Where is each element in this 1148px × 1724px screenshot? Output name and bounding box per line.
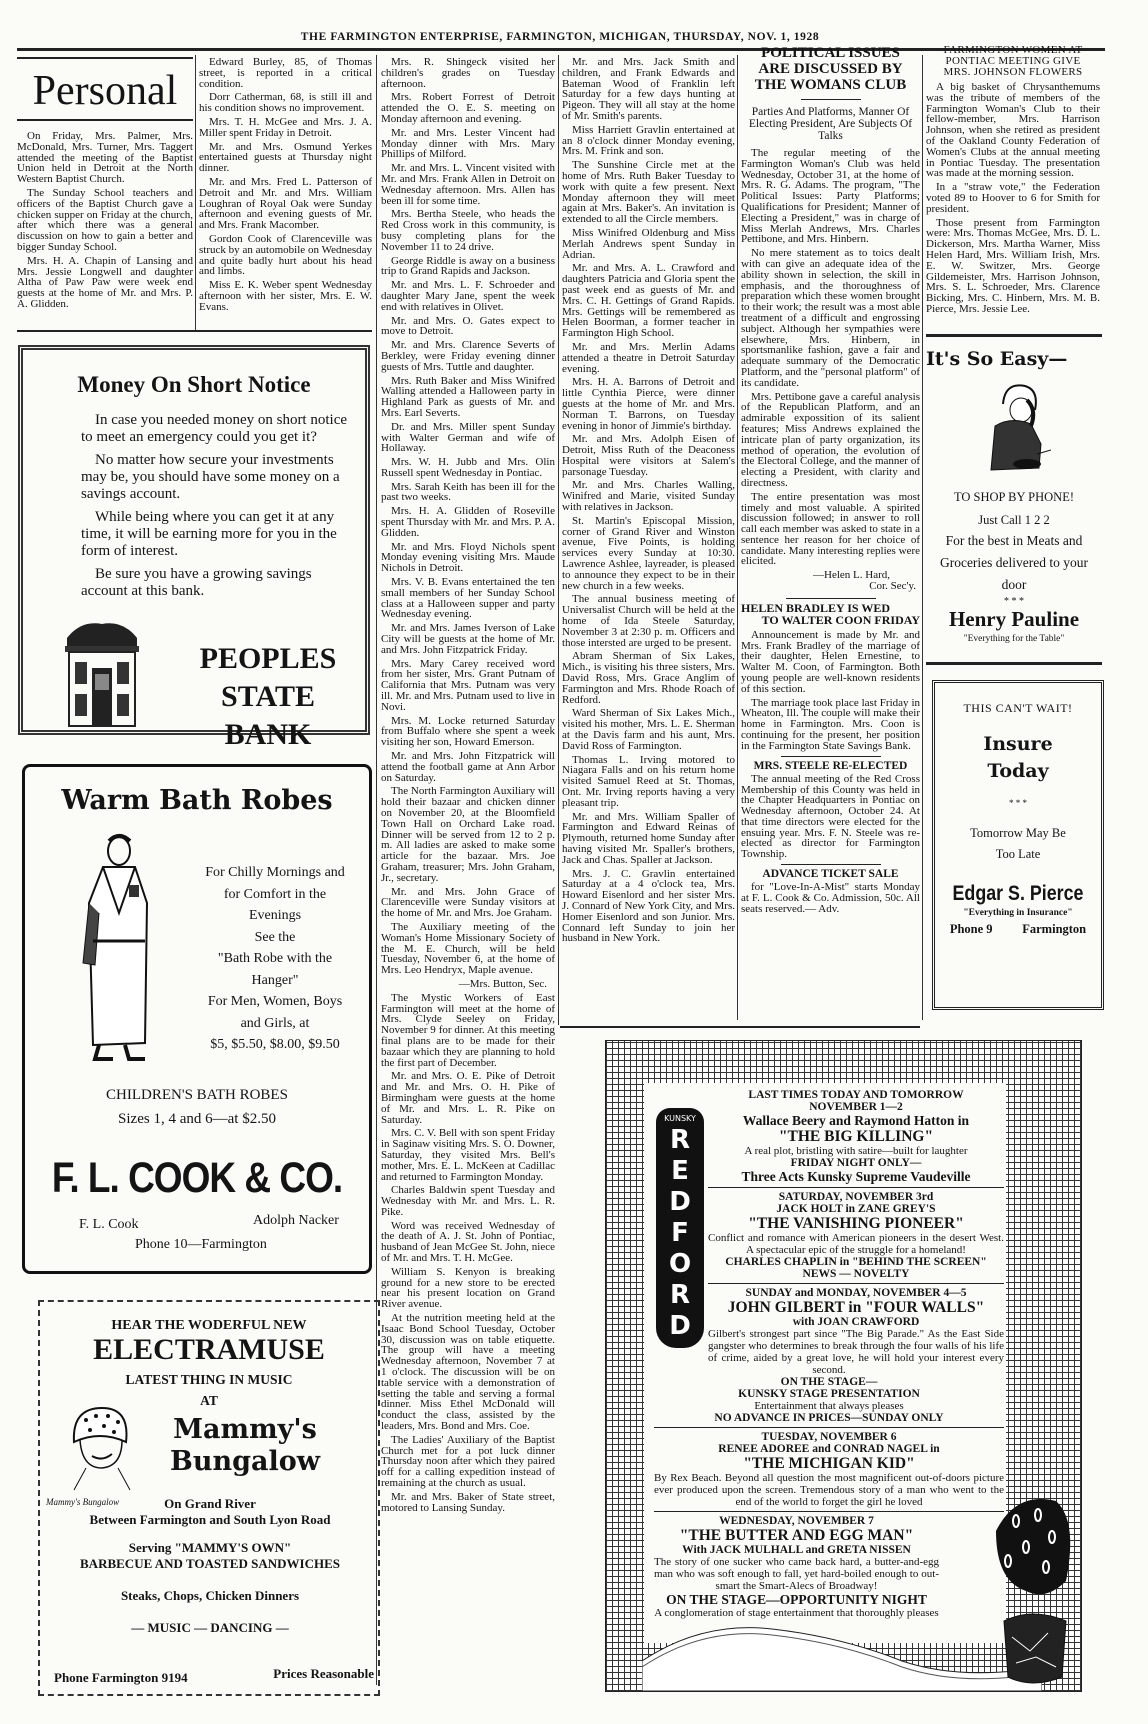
section-rule	[926, 334, 1102, 337]
news-item: Mrs. W. H. Jubb and Mrs. Olin Russell spent Wednesday in Pontiac.	[381, 456, 555, 479]
ad-line: "Bath Robe with the	[217, 951, 333, 966]
owner-right: Adolph Nacker	[253, 1213, 339, 1228]
news-item: Mr. and Mrs. John Fitzpatrick will attend the football game at Ann Arbor on Saturday.	[381, 750, 555, 784]
news-item: Miss E. K. Weber spent Wednesday afternoon with her sister, Mrs. E. W. Evans.	[199, 279, 372, 313]
news-item: The North Farmington Auxiliary will hold their bazaar and chicken dinner on November 20, at the Bloomfield Town Hall on Orchard Lake road. Dinner will be served from 12 to 2 p. m. All ladies are asked to make some article for the bazaar. Mrs. Joe Graham, treasurer; Mrs. John Graham, Jr., secretary.	[381, 785, 555, 884]
ad-line: See the	[254, 929, 296, 945]
ad-line: For Chilly Mornings and	[205, 865, 345, 880]
news-item: Mr. and Mrs. William Spaller of Farmington and Edward Reinas of Plymouth, returned home Sunday after having visited Mr. Spaller's brothers, Jack and Chas. Spaller at Jackson.	[562, 810, 735, 866]
ad-paragraph: Be sure you have a growing savings account at this bank.	[81, 566, 312, 599]
signature-title: Cor. Sec'y.	[869, 580, 916, 593]
article-paragraph: The entire presentation was most timely and most valuable. A spirited discussion followed; in answer to roll call each member was asked to state in a sentence her reason for her choice of candidate. Many interesting replies were elicited.	[741, 490, 920, 568]
section-rule	[926, 662, 1102, 665]
bank-name: PEOPLES STATE	[199, 642, 337, 713]
local-news-column-2	[199, 57, 372, 327]
bath-robe-ad	[22, 764, 372, 1274]
music-ad-line: LATEST THING IN MUSIC	[125, 1372, 293, 1387]
sign-top-text: KUNSKY	[664, 1114, 696, 1123]
news-item: Mrs. V. B. Evans entertained the ten small members of her Sunday School class at a Halloween supper and party Wednesday evening.	[381, 576, 555, 621]
children-robes-title: CHILDREN'S BATH ROBES	[106, 1087, 288, 1103]
bank-ad	[18, 345, 370, 751]
redford-theater-ad	[605, 1040, 1082, 1692]
serving-line2: BARBECUE AND TOASTED SANDWICHES	[80, 1556, 340, 1571]
news-item: Mrs. C. V. Bell with son spent Friday in Saginaw visiting Mrs. S. O. Downer, Saturday, they visited Mrs. Bell's mother, Mrs. E. L. McKeen at Cadillac and returned to Farmington Monday.	[381, 1127, 555, 1183]
insurance-ad	[932, 680, 1104, 1010]
news-item: William S. Kenyon is breaking ground for a new store to be erected near his present location on Grand River avenue.	[381, 1265, 555, 1311]
womans-club-column	[741, 45, 920, 1017]
news-item: Mrs. T. H. McGee and Mrs. J. A. Miller spent Friday in Detroit.	[199, 115, 372, 139]
column-divider	[558, 55, 559, 1025]
movie-title: "THE MICHIGAN KID"	[743, 1455, 915, 1472]
news-item: Mrs. M. Locke returned Saturday from Buffalo where she spent a week visiting her son, Howard Emerson.	[381, 714, 555, 749]
personal-title: Personal	[32, 68, 178, 114]
insurance-title-line2: Today	[987, 760, 1049, 782]
insurer-slogan: "Everything in Insurance"	[963, 908, 1073, 918]
news-item: Mrs. H. A. Barrons of Detroit and little Cynthia Pierce, were dinner guests at the home of Mr. and Mrs. Norman T. Barrons, on Tuesday evening in honor of Jimmie's birthday.	[562, 376, 735, 432]
mammy-logo-caption: Mammy's Bungalow	[46, 1497, 120, 1507]
grocery-phone: Just Call 1 2 2	[978, 513, 1050, 527]
news-item: Dr. and Mrs. Miller spent Sunday with Walter German and wife of Hollaway.	[381, 420, 555, 455]
man-in-bathrobe-icon	[73, 833, 163, 1063]
pontiac-meeting-column	[926, 45, 1100, 330]
local-news-column-3	[381, 57, 555, 1682]
news-item: Miss Harriett Gravlin entertained at an 8 o'clock dinner Monday evening, Mrs. M. Frink and son.	[562, 123, 735, 158]
bank-building-icon	[61, 618, 143, 728]
signature: —Mrs. Button, Sec.	[458, 977, 547, 990]
news-item: Edward Burley, 85, of Thomas street, is reported in a critical condition.	[199, 57, 372, 90]
sign-letter: R	[669, 1125, 691, 1155]
news-item: Mr. and Mrs. Merlin Adams attended a theatre in Detroit Saturday evening.	[562, 340, 735, 375]
article-paragraph: No mere statement as to toics dealt with can give an adequate idea of the ability shown in selection, the skill in emphasis, and the thoroughness of preparation which these women brought to their work; the result was a most able treatment of a difficult and engrossing subject. Although her sympathies were elsewhere, Mrs. Hinbern, in sportsmanlike fashion, gave a fair and adequate summary of the Democratic Platform, and the "personal platform" of its candidate.	[741, 247, 920, 389]
news-item: Mrs. H. A. Glidden of Roseville spent Thursday with Mr. and Mrs. P. A. Glidden.	[381, 505, 555, 539]
news-item: Thomas L. Irving motored to Niagara Falls and on his return home visited Samuel Reed at St. Thomas, Ont. Mr. Irving reports having a very pleasant trip.	[562, 753, 735, 809]
ad-line: $5, $5.50, $8.00, $9.50	[210, 1037, 340, 1052]
news-item: Mrs. Robert Forrest of Detroit attended the O. E. S. meeting on Monday afternoon and evening.	[381, 91, 555, 125]
woman-on-telephone-icon	[981, 380, 1051, 480]
sign-letter: E	[671, 1156, 689, 1186]
bank-name-line2: BANK	[224, 718, 312, 751]
news-item: Mr. and Mrs. Clarence Severts of Berkley, were Friday evening dinner guests of Mrs. Tuttle and daughter.	[381, 339, 555, 373]
article-paragraph: Mrs. Pettibone gave a careful analysis of the Republican Platform, and an admirable expossition of its salient features; Miss Andrews explained the intricate plan of party organization, its method of operation, the evolution of the Electoral College, and the manner of electing a President, with clarity and directness.	[741, 390, 920, 489]
insurer-name: Edgar S. Pierce	[952, 882, 1084, 905]
venue-location: On Grand River	[164, 1496, 256, 1511]
news-item: Mr. and Mrs. Osmund Yerkes entertained guests at Thursday night dinner.	[199, 140, 372, 175]
signature: —Helen L. Hard,	[813, 569, 890, 582]
news-item: St. Martin's Episcopal Mission, corner of Grand River and Winston avenue, Five Points, is holding services every Sunday at 10:30. Lawrence Ashlee, layreader, is pleased to announce they expect to be in their new church in a few weeks.	[562, 514, 735, 592]
news-item: Mr. and Mrs. A. L. Crawford and daughters Patricia and Gloria spent the past week end as guests of Mr. and Mrs. C. H. Gettings of Grand Rapids. Mrs. Gettings will be remembered as Helen Boorman, a former teacher in Farmington High School.	[562, 262, 735, 340]
news-item: Miss Winifred Oldenburg and Miss Merlah Andrews spent Sunday in Adrian.	[562, 226, 735, 261]
sign-letter: D	[669, 1187, 691, 1217]
news-item: At the nutrition meeting held at the Isaac Bond School Tuesday, October 30, discussion was on table etiquette. The group will have a meeting Wednesday afternoon, November 7 at 1 o'clock. The discussion will be on table service with a demonstration of setting the table and serving a formal dinner. Miss Ethel McDonald will conduct the class, assisted by the leaders, Mrs. Bond and Mrs. Coe.	[381, 1312, 555, 1433]
news-item: Mrs. H. A. Chapin of Lansing and Mrs. Jessie Longwell and daughter Altha of Paw Paw were week end guests at the home of Mr. and Mrs. P. A. Glidden.	[17, 254, 193, 310]
mammy-portrait-icon	[60, 1402, 140, 1492]
news-item: Mr. and Mrs. Floyd Nichols spent Monday evening visiting Mrs. Maude Nichols in Detroit.	[381, 540, 555, 575]
insurer-town: Farmington	[1022, 922, 1087, 936]
ad-paragraph: In case you needed money on short notice to meet an emergency could you get it?	[81, 412, 348, 445]
venue-name-line2: Bungalow	[170, 1446, 320, 1477]
serving-line: Serving "MAMMY'S OWN"	[128, 1540, 292, 1555]
store-name: F. L. COOK & CO.	[51, 1153, 343, 1201]
article-paragraph: for "Love-In-A-Mist" starts Monday at F. L. Cook & Co. Admission, 50c. All seats reserved.— Adv.	[741, 881, 920, 915]
steele-headline: MRS. STEELE RE-ELECTED	[753, 759, 908, 772]
venue-name: Mammy's	[173, 1414, 317, 1445]
electramuse-ad	[38, 1300, 380, 1696]
ad-line: and Girls, at	[240, 1015, 310, 1031]
bank-ad-title: Money On Short Notice	[77, 372, 311, 397]
grocer-name: Henry Pauline	[948, 607, 1080, 631]
article-paragraph: The regular meeting of the Farmington Woman's Club was held Wednesday, October 31, at the home of Mrs. R. G. Adams. The program, "The Political Issues: Party Platforms; Qualifications for President; Manner of Electing a President," was in charge of Miss Merlah Andrews, Mrs. Charles Pettibone, and Mrs. Hinbern.	[741, 147, 920, 246]
news-item: Mr. and Mrs. John Grace of Clarenceville were Sunday visitors at the home of Mr. and Mrs. Joe Graham.	[381, 885, 555, 920]
news-item: Charles Baldwin spent Tuesday and Wednesday with Mr. and Mrs. L. R. Pike.	[381, 1184, 555, 1218]
news-item: Mr. and Mrs. Jack Smith and children, and Frank Edwards and Bateman Wood of Franklin left Saturday for a few days hunting at Pigeon. They will all stay at the home of Mr. Smith's parents.	[562, 57, 735, 122]
news-item: Mr. and Mrs. Fred L. Patterson of Detroit and Mr. and Mrs. William Loughran of Royal Oak were Sunday afternoon and evening guests of Mr. and Mrs. Frank Macomber.	[199, 175, 372, 232]
article-paragraph: Announcement is made by Mr. and Mrs. Frank Bradley of the marriage of their daughter, Helen Ernestine, to Walter M. Coon, of Farmington. Both young people are well-known residents of this section.	[741, 628, 920, 695]
ad-paragraph: No matter how secure your investments may be, you should have some money on a savings account.	[81, 452, 340, 502]
insurance-ad-line: THIS CAN'T WAIT!	[963, 701, 1073, 715]
venue-location-line2: Between Farmington and South Lyon Road	[89, 1512, 331, 1527]
ad-line: For Men, Women, Boys	[207, 994, 343, 1009]
insurance-title: Insure	[983, 733, 1053, 755]
news-item: Abram Sherman of Six Lakes, Mich., is visiting his three sisters, Mrs. David Ross, Mrs. Grace Anglim of Farmington and Mrs. Rhode Roach of Redford.	[562, 650, 735, 706]
news-item: The Sunshine Circle met at the home of Mrs. Ruth Baker Tuesday to work with quite a few present. Next Monday afternoon they will meet again at Mrs. Baker's. An invitation is extended to all the Circle members.	[562, 159, 735, 226]
menu-line: Steaks, Chops, Chicken Dinners	[120, 1588, 300, 1603]
news-item: Mrs. J. C. Gravlin entertained Saturday at a 4 o'clock tea, Mrs. Howard Eisenlord and her sister Mrs. J. Connard of New York City, and Mrs. Homer Eisenlord and son Junior. Mrs. Connard left Sunday to join her husband in New York.	[562, 867, 735, 945]
grocery-ad-line: For the best in Meats and Groceries delivered to your door	[939, 533, 1089, 592]
local-news-column-4	[562, 57, 735, 1022]
article-paragraph: The marriage took place last Friday in Wheaton, Ill. The couple will make their home in Farmington. Mrs. Coon is continuing for the present, her position in the Farmington State Savings Bank.	[741, 696, 920, 752]
insurance-ad-line: Too Late	[995, 847, 1041, 861]
grocery-ad-title: It's So Easy—	[926, 348, 1068, 370]
movie-title: "THE VANISHING PIONEER"	[748, 1215, 964, 1232]
article-paragraph: The annual meeting of the Red Cross Membership of this County was held in the Chapter Headquarters in Pontiac on Wednesday afternoon, October 24. At that time directors were elected for the ensuing year. Mrs. F. N. Steele was re-elected as director for Farmington Township.	[741, 772, 920, 861]
prices-line: Prices Reasonable	[273, 1666, 374, 1681]
news-item: Word was received Wednesday of the death of A. J. St. John of Pontiac, husband of Jean McGee St. John, niece of Mr. and Mrs. T. H. McGee.	[381, 1219, 555, 1265]
ad-line: Evenings	[248, 908, 302, 923]
grocery-ad	[926, 340, 1102, 662]
news-item: Mrs. Mary Carey received word from her sister, Mrs. Grant Putnam of California that Mrs. Putnam was very ill. Mr. and Mrs. Putnam used to live in Novi.	[381, 657, 555, 713]
entertainment-line: — MUSIC — DANCING —	[131, 1620, 289, 1635]
personal-section	[17, 55, 193, 330]
news-item: Mr. and Mrs. Lester Vincent had Monday dinner with Mrs. Mary Phillips of Milford.	[381, 126, 555, 161]
news-item: Mrs. Bertha Steele, who heads the Red Cross work in this community, is busy completing plans for the November 11 to 24 drive.	[381, 208, 555, 253]
news-item: Mrs. R. Shingeck visited her children's grades on Tuesday afternoon.	[381, 57, 555, 90]
section-rule	[560, 1026, 920, 1028]
news-item: George Riddle is away on a business trip to Grand Rapids and Jackson.	[381, 254, 555, 278]
owner-left: F. L. Cook	[79, 1217, 139, 1232]
news-item: Mrs. Ruth Baker and Miss Winifred Walling attended a Halloween party in Highland Park as guests of Mr. and Mrs. Earl Severts.	[381, 374, 555, 419]
movie-title: "THE BUTTER AND EGG MAN"	[679, 1527, 914, 1544]
sign-letter: D	[669, 1311, 691, 1341]
pontiac-headline: FARMINGTON WOMEN AT PONTIAC MEETING GIVE MRS. JOHNSON FLOWERS	[943, 45, 1083, 78]
sign-letter: O	[668, 1249, 692, 1279]
bradley-headline: HELEN BRADLEY IS WED TO WALTER COON FRIDAY	[741, 600, 920, 628]
ticket-headline: ADVANCE TICKET SALE	[762, 868, 899, 881]
grocer-slogan: "Everything for the Table"	[963, 634, 1065, 644]
sign-letter: R	[669, 1280, 691, 1310]
news-item: Mr. and Mrs. L. Vincent visited with Mr. and Mrs. Frank Allen in Detroit on Wednesday afternoon. Mrs. Allen has been ill for some time.	[381, 162, 555, 207]
insurer-phone: Phone 9	[949, 922, 993, 936]
news-item: Mr. and Mrs. O. Gates expect to move to Detroit.	[381, 314, 555, 338]
news-item: Gordon Cook of Clarenceville was struck by an automobile on Wednesday and quite badly hurt about his head and limbs.	[199, 232, 372, 278]
news-item: On Friday, Mrs. Palmer, Mrs. McDonald, Mrs. Turner, Mrs. Taggert attended the meeting of the Baptist Union held in Detroit at the North Western Baptist Church.	[17, 130, 193, 186]
news-item: The annual business meeting of Universalist Church will be held at the home of Ida Steele Saturday, November 3 at 2:30 p. m. Officers and those intersted are urged to be present.	[562, 593, 735, 649]
news-item: Mr. and Mrs. L. F. Schroeder and daughter Mary Jane, spent the week end with relatives in Olivet.	[381, 279, 555, 313]
news-item: Mr. and Mrs. James Iverson of Lake City will be guests at the home of Mr. and Mrs. John Fitzpatrick Friday.	[381, 622, 555, 656]
news-item: Mr. and Mrs. Charles Walling, Winifred and Marie, visited Sunday with relatives in Jackson.	[562, 479, 735, 514]
news-item: Mr. and Mrs. Adolph Eisen of Detroit, Miss Ruth of the Deaconess Hospital were visitors at Salem's parsonage Tuesday.	[562, 433, 735, 478]
music-ad-line: AT	[200, 1393, 218, 1408]
ad-line: Hanger"	[251, 972, 299, 988]
separator-stars: * * *	[1009, 798, 1027, 808]
electramuse-title: ELECTRAMUSE	[93, 1333, 325, 1366]
news-item: Ward Sherman of Six Lakes Mich., visited his mother, Mrs. L. E. Sherman at the Davis farm and his aunt, Mrs. David Ross of Farmington.	[562, 707, 735, 752]
news-item: The Ladies' Auxiliary of the Baptist Church met for a pot luck dinner Thursday noon after which they paired off for a calling expedition instead of remaining at the church as usual.	[381, 1433, 555, 1490]
article-paragraph: Those present from Farmington were: Mrs. Thomas McGee, Mrs. D. L. Dickerson, Mrs. Martha Warner, Miss Helen Hard, Mrs. William Irish, Mrs. E. W. Switzer, Mrs. George Gildemeister, Mrs. Harrison Johnson, Mrs. S. L. Schroeder, Mrs. Clarence Bicking, Mrs. C. Hinbern, Mrs. M. B. Pierce, Mrs. Jessie Lee.	[926, 216, 1100, 315]
news-item: Dorr Catherman, 68, is still ill and his condition shows no improvement.	[199, 91, 372, 115]
bath-robe-ad-title: Warm Bath Robes	[61, 785, 333, 816]
news-item: The Auxiliary meeting of the Woman's Home Missionary Society of the M. E. Church, will be held Tuesday, November 6, at the home of Mrs. Leo Hendryx, Maple avenue.	[381, 920, 555, 977]
music-ad-line: HEAR THE WODERFUL NEW	[111, 1318, 307, 1333]
column-divider	[195, 55, 196, 330]
column-divider	[737, 55, 738, 1020]
sign-letter: F	[671, 1218, 689, 1248]
political-deck: Parties And Platforms, Manner Of Electing President, Are Subjects Of Talks	[748, 106, 913, 142]
ad-paragraph: While being where you can get it at any time, it will be earning more for you in the form of interest.	[81, 509, 337, 559]
masthead: THE FARMINGTON ENTERPRISE, FARMINGTON, MICHIGAN, THURSDAY, NOV. 1, 1928	[300, 31, 820, 43]
column-divider	[922, 55, 923, 1020]
article-paragraph: In a "straw vote," the Federation voted 89 to Hoover to 6 for Smith for president.	[926, 181, 1100, 215]
news-item: Mr. and Mrs. Baker of State street, motored to Lansing Sunday.	[381, 1490, 555, 1514]
article-paragraph: A big basket of Chrysanthemums was the tribute of members of the Farmington Woman's Club to their fellow-member, Mrs. Harrison Johnson, when she retired as president of the Oakland County Federation of Women's Clubs at the annual meeting in Pontiac Tuesday. The presentation was made at the morning session.	[926, 81, 1100, 180]
children-robes-sizes: Sizes 1, 4 and 6—at $2.50	[118, 1111, 276, 1127]
showings: LAST TIMES TODAY AND TOMORROW NOVEMBER 1—2 Wallace Beery and Raymond Hatton in "THE BIG KILLING" A real plot, bristling with satire—built for laughter FRIDAY NIGHT ONLY— Three Acts Kunsky Supreme Vaudeville SATURDAY, NOVEMBER 3rd JACK HOLT in ZANE GREY'S "THE VANISHING PIONEER" Conflict and romance with American pioneers in the desert West. A spectacular epic of the struggle for a homeland! CHARLES CHAPLIN in "BEHIND THE SCREEN" NEWS — NOVELTY SUNDAY and MONDAY, NOVEMBER 4—5 JOHN GILBERT in "FOUR WALLS" with JOAN CRAWFORD Gilbert's strongest part since "The Big Parade." As the East Side gangster who determines to break through the four walls of his life of crime, aided by a great love, he will hold your interest every second. ON THE STAGE— KUNSKY STAGE PRESENTATION Entertainment that always pleases NO ADVANCE IN PRICES—SUNDAY ONLY TUESDAY, NOVEMBER 6 RENEE ADOREE and CONRAD NAGEL in "THE MICHIGAN KID" By Rex Beach. Beyond all question the most magnificent out-of-doors picture ever produced upon the screen. Tremendous story of a man who went to the end of the world to forget the girl he loved WEDNESDAY, NOVEMBER 7 "THE BUTTER AND EGG MAN" With JACK MULHALL and GRETA NISSEN The story of one sucker who came back hard, a butter-and-egg man who was soft enough to fall, yet hard-boiled enough to out-smart the Smart-Alecs of Broadway! ON THE STAGE—OPPORTUNITY NIGHT A conglomeration of stage entertainment that thoroughly pleases	[654, 1089, 1004, 1619]
section-rule	[17, 330, 372, 332]
separator-stars: * * *	[1004, 596, 1024, 607]
movie-title: "THE BIG KILLING"	[778, 1128, 934, 1145]
political-headline: POLITICAL ISSUES ARE DISCUSSED BY THE WOMANS CLUB	[754, 45, 907, 93]
movie-title: JOHN GILBERT in "FOUR WALLS"	[727, 1299, 985, 1316]
news-item: The Mystic Workers of East Farmington will meet at the home of Mrs. Clyde Seeley on Friday, November 9 for dinner. At this meeting final plans are to be made for their bazaar which they are planning to hold the first part of December.	[381, 991, 555, 1069]
news-item: Mrs. Sarah Keith has been ill for the past two weeks.	[381, 480, 555, 504]
grocery-ad-line: TO SHOP BY PHONE!	[953, 490, 1075, 504]
news-item: The Sunday School teachers and officers of the Baptist Church gave a chicken supper on Friday at the church, after which there was a general discussion on how to gain a better and bigger Sunday School.	[17, 186, 193, 253]
news-item: Mr. and Mrs. O. E. Pike of Detroit and Mr. and Mrs. O. H. Pike of Birmingham were guests at the home of Mr. and Mrs. L. R. Pike on Saturday.	[381, 1070, 555, 1126]
insurance-ad-line: Tomorrow May Be	[970, 826, 1066, 840]
store-phone: Phone 10—Farmington	[135, 1237, 267, 1252]
ad-line: for Comfort in the	[223, 886, 327, 902]
venue-phone: Phone Farmington 9194	[54, 1670, 188, 1685]
